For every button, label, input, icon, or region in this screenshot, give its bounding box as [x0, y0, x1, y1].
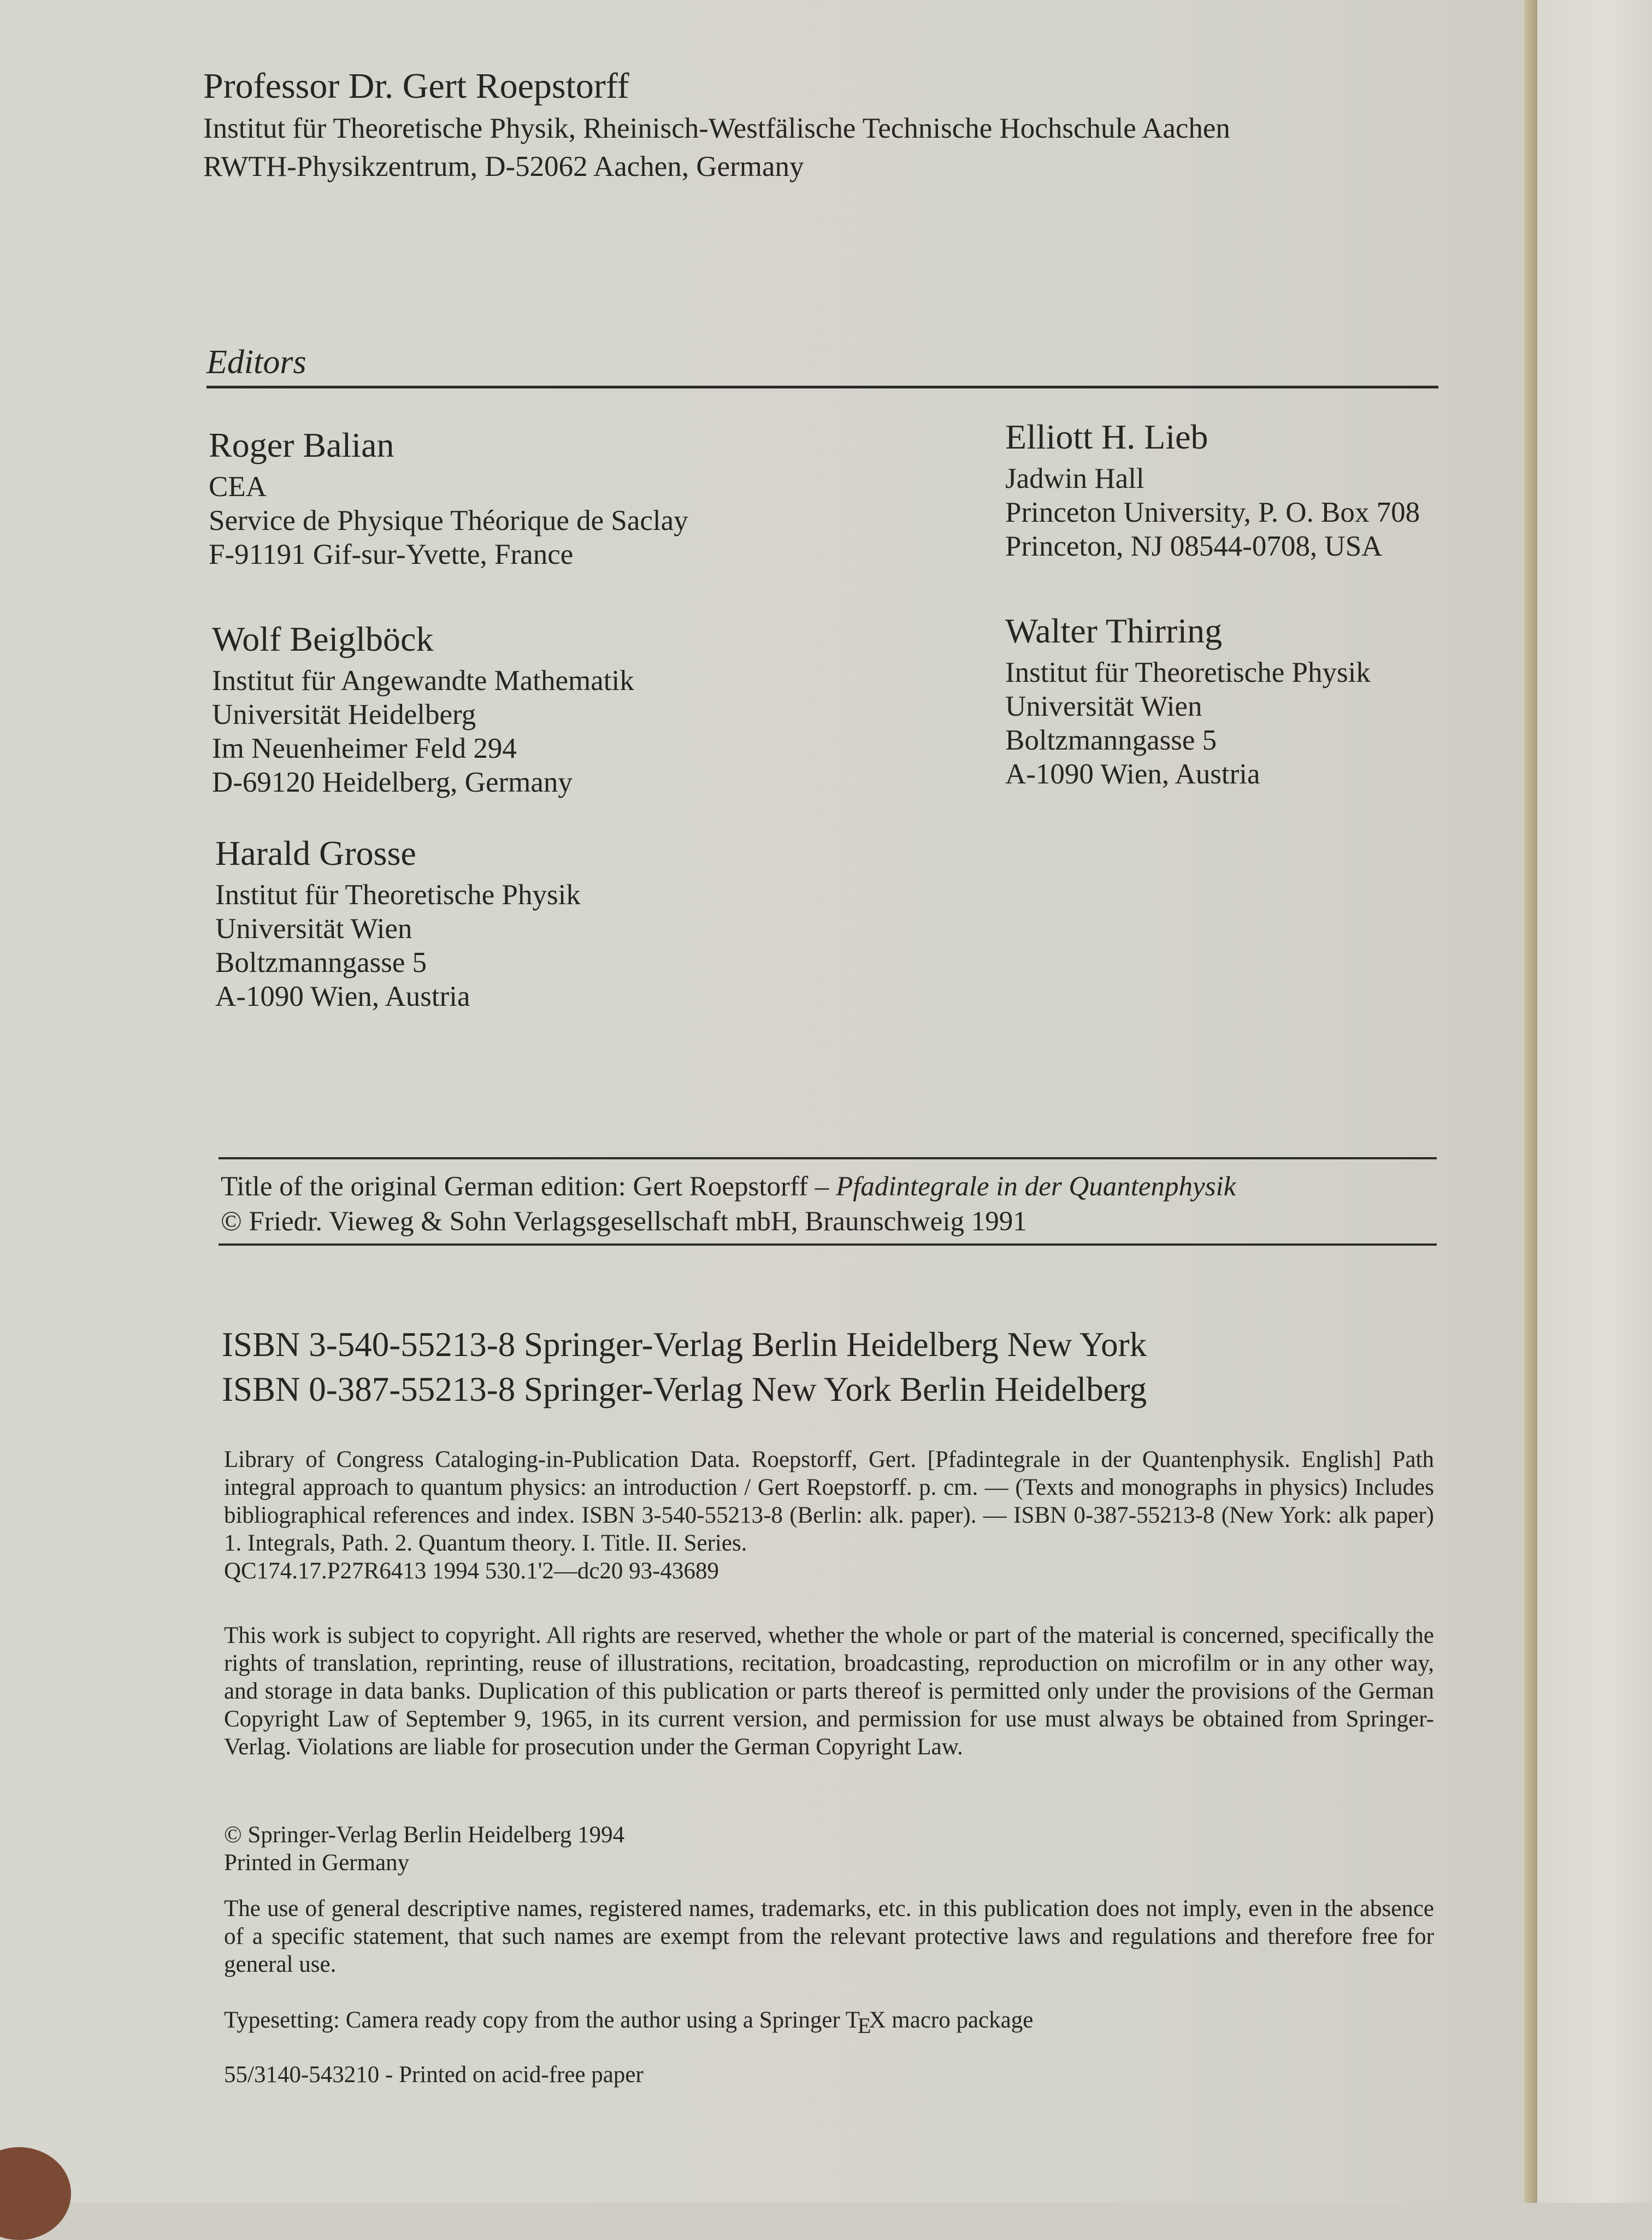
editor-address-line: Universität Wien [1005, 691, 1202, 722]
editors-rule [206, 386, 1438, 388]
editor-address-line: Universität Heidelberg [212, 699, 476, 730]
original-edition-copyright: © Friedr. Vieweg & Sohn Verlagsgesellschaft mbH, Braunschweig 1991 [221, 1206, 1027, 1237]
editor-name: Harald Grosse [215, 834, 416, 873]
cip-data [224, 1446, 1434, 1585]
original-edition-top-rule [219, 1157, 1437, 1159]
typesetting-text-end: X macro package [869, 2007, 1034, 2033]
editor-address-line: Princeton University, P. O. Box 708 [1005, 497, 1420, 528]
typesetting-text: Typesetting: Camera ready copy from the author using a Springer T [224, 2007, 860, 2033]
editor-name: Roger Balian [209, 426, 394, 464]
printed-in-line: Printed in Germany [224, 1850, 410, 1876]
editor-address-line: Universität Wien [215, 913, 412, 945]
editor-name: Elliott H. Lieb [1005, 417, 1208, 456]
editor-name: Walter Thirring [1005, 611, 1223, 650]
editor-address-line: Institut für Angewandte Mathematik [212, 665, 634, 697]
original-edition-title: Pfadintegrale in der Quantenphysik [836, 1171, 1236, 1202]
original-edition-bottom-rule [219, 1243, 1437, 1246]
adjacent-page [1537, 0, 1652, 2203]
editor-grosse [215, 829, 581, 1013]
editors-heading: Editors [206, 344, 306, 381]
author-name: Professor Dr. Gert Roepstorff [203, 66, 629, 106]
editor-address-line: Jadwin Hall [1005, 463, 1144, 494]
editor-address-line: A-1090 Wien, Austria [1005, 758, 1260, 790]
trademark-notice: The use of general descriptive names, registered names, trademarks, etc. in this publication does not imply, even in the absence of a specific statement, that such names are exempt from the relevant protective laws and regulations and therefore free for general use. [224, 1896, 1434, 1977]
cip-text: Library of Congress Cataloging-in-Publication Data. Roepstorff, Gert. [Pfadintegrale in der Quantenphysik. English] Path integral approach to quantum physics: an introduction / Gert Roepstorff. p. cm. — (Texts and monographs in physics) Includes bibliographical references and index. ISBN 3-540-55213-8 (Berlin: alk. paper). — ISBN 0-387-55213-8 (New York: alk paper) 1. Integrals, Path. 2. Quantum theory. I. Title. II. Series. [224, 1447, 1434, 1556]
editor-beiglboeck [212, 615, 634, 799]
editor-address-line: Princeton, NJ 08544-0708, USA [1005, 530, 1383, 562]
editor-address-line: A-1090 Wien, Austria [215, 981, 470, 1012]
editor-thirring [1005, 606, 1371, 791]
rights-notice: This work is subject to copyright. All rights are reserved, whether the whole or part of the material is concerned, specifically the rights of translation, reprinting, reuse of illustrations, recitation, broadcasting, reproduction on microfilm or in any other way, and storage in data banks. Duplication of this publication or parts thereof is permitted only under the provisions of the German Copyright Law of September 9, 1965, in its current version, and permission for use must always be obtained from Springer-Verlag. Violations are liable for prosecution under the German Copyright Law. [224, 1623, 1434, 1760]
editor-address-line: Boltzmanngasse 5 [1005, 724, 1217, 756]
tex-logo-e: E [858, 2013, 871, 2038]
editor-address-line: Service de Physique Théorique de Saclay [209, 505, 688, 537]
copyright-line: © Springer-Verlag Berlin Heidelberg 1994 [224, 1822, 625, 1848]
editor-address-line: F-91191 Gif-sur-Yvette, France [209, 539, 574, 570]
isbn-line: ISBN 3-540-55213-8 Springer-Verlag Berlin Heidelberg New York [222, 1325, 1147, 1364]
author-affiliation-line: Institut für Theoretische Physik, Rheinisch-Westfälische Technische Hochschule Aachen [203, 113, 1230, 144]
editor-lieb [1005, 412, 1420, 563]
editor-address-line: Institut für Theoretische Physik [215, 879, 581, 911]
author-affiliation-line: RWTH-Physikzentrum, D-52062 Aachen, Germany [203, 151, 804, 182]
print-code: 55/3140-543210 - Printed on acid-free paper [224, 2062, 644, 2088]
editor-address-line: Boltzmanngasse 5 [215, 947, 427, 978]
original-edition-title-line [221, 1169, 1236, 1204]
copyright-notice [224, 1821, 1434, 1877]
editor-address-line: Im Neuenheimer Feld 294 [212, 733, 517, 764]
isbn-line: ISBN 0-387-55213-8 Springer-Verlag New York Berlin Heidelberg [222, 1370, 1147, 1408]
isbn-block [222, 1322, 1147, 1412]
original-edition-prefix: Title of the original German edition: Gert Roepstorff – [221, 1171, 836, 1202]
editor-balian [209, 421, 688, 571]
author-affiliation [203, 109, 1230, 186]
original-edition [221, 1169, 1236, 1239]
editor-name: Wolf Beiglböck [212, 620, 434, 658]
editor-address-line: Institut für Theoretische Physik [1005, 657, 1371, 688]
editor-address-line: CEA [209, 471, 267, 503]
typesetting-note [224, 2006, 1434, 2038]
page-edge [1524, 0, 1537, 2203]
cip-classification: QC174.17.P27R6413 1994 530.1'2—dc20 93-43689 [224, 1558, 719, 1584]
editor-address-line: D-69120 Heidelberg, Germany [212, 767, 573, 798]
